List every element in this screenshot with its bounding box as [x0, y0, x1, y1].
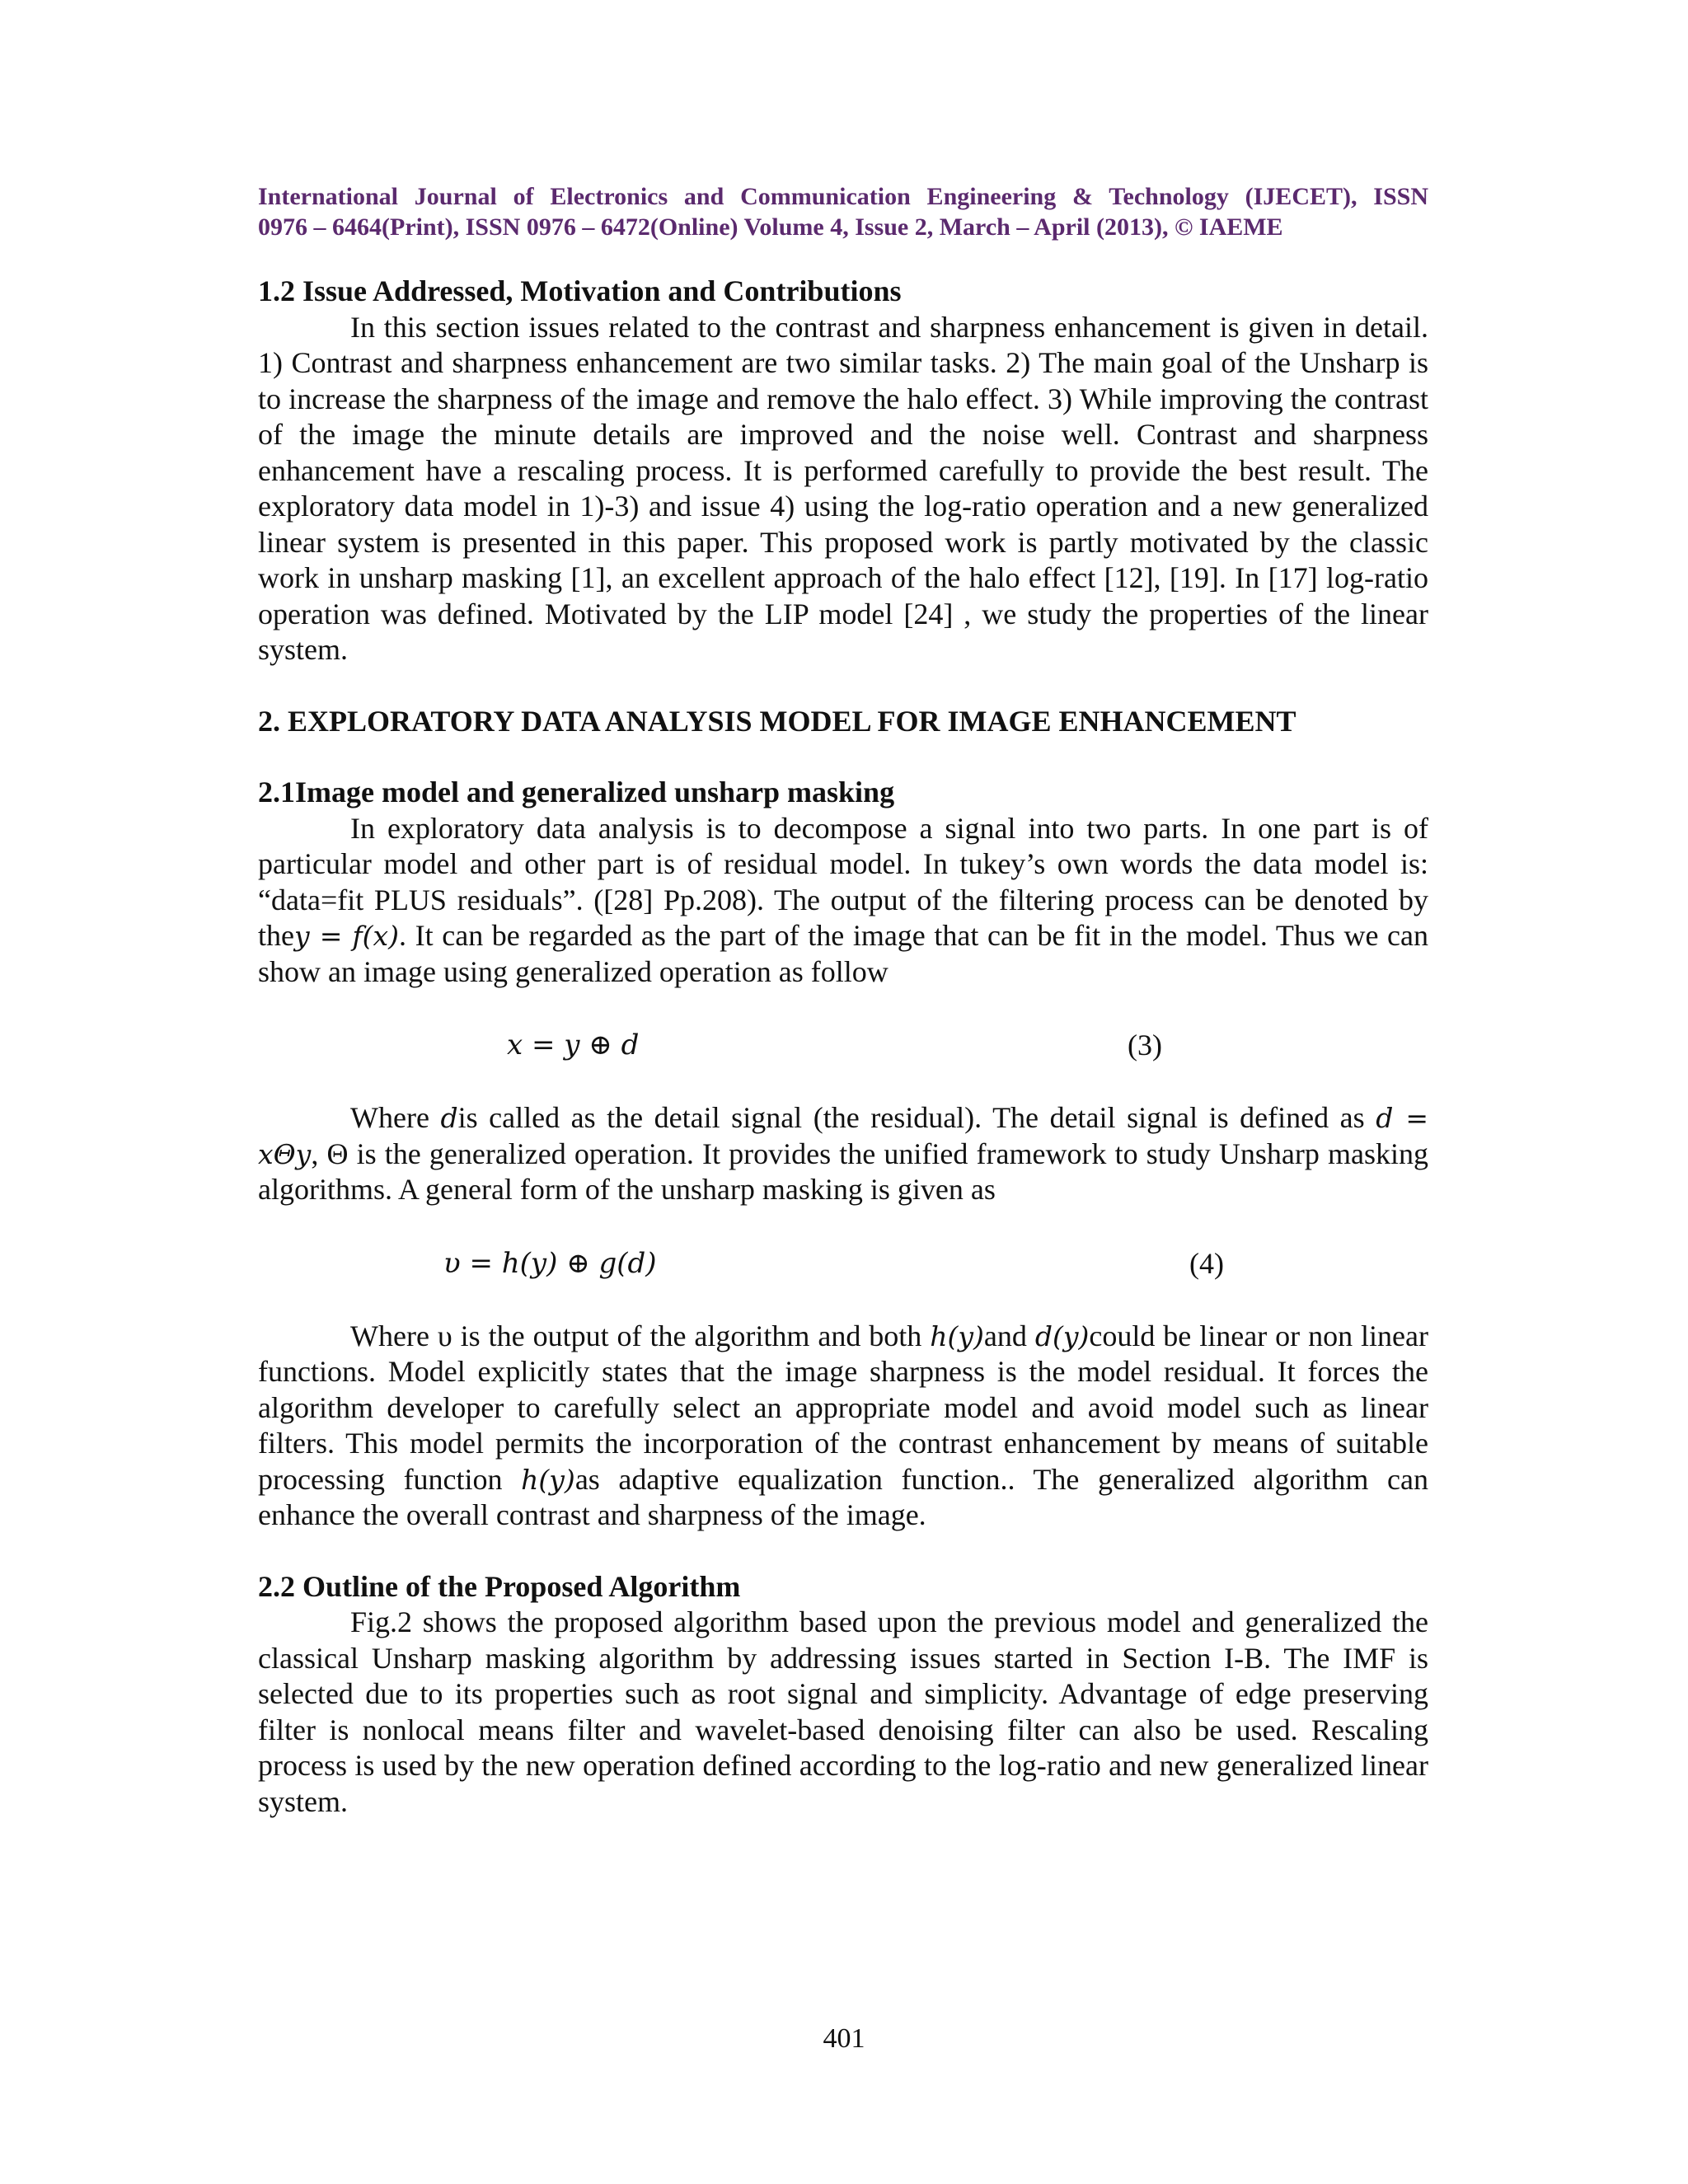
section-2-1-paragraph-2 [258, 1100, 1428, 1208]
text-run: Where υ is the output of the algorithm and both [350, 1319, 931, 1352]
spacer [258, 739, 1428, 775]
spacer [258, 1208, 1428, 1244]
spacer [258, 990, 1428, 1026]
inline-math: y = f(x) [293, 920, 400, 952]
inline-math: h(y) [521, 1463, 575, 1496]
spacer [258, 1534, 1428, 1569]
text-run: as adaptive equalization function.. The generalized algorithm can enhance the overall contrast and sharpness of the image. [258, 1462, 1428, 1531]
text-run: and [983, 1319, 1035, 1352]
journal-header-line-1: International Journal of Electronics and Communication Engineering & Technology (IJECET), ISSN [258, 183, 1428, 210]
text-run: . It can be regarded as the part of the image that can be fit in the model. Thus we can show an image using generalized operation as follow [258, 919, 1428, 988]
section-2-2-paragraph: Fig.2 shows the proposed algorithm based upon the previous model and generalized the classical Unsharp masking algorithm by addressing issues started in Section I-B. The IMF is selected due to its properties such as root signal and simplicity. Advantage of edge preserving filter is nonlocal means filter and wavelet-based denoising filter can also be used. Rescaling process is used by the new operation defined according to the log-ratio and new generalized linear system. [258, 1605, 1428, 1818]
main-content [258, 274, 1428, 1820]
section-2-heading: 2. EXPLORATORY DATA ANALYSIS MODEL FOR IMAGE ENHANCEMENT [258, 704, 1296, 738]
text-run: , Θ is the generalized operation. It provides the unified framework to study Unsharp masking algorithms. A general form of the unsharp masking is given as [258, 1137, 1428, 1206]
section-1-2-paragraph: In this section issues related to the contrast and sharpness enhancement is given in detail. 1) Contrast and sharpness enhancement are two similar tasks. 2) The main goal of the Unsharp is to increase the sharpness of the image and remove the halo effect. 3) While improving the contrast of the image the minute details are improved and the noise well. Contrast and sharpness enhancement have a rescaling process. It is performed carefully to provide the best result. The exploratory data model in 1)-3) and issue 4) using the log-ratio operation and a new generalized linear system is presented in this paper. This proposed work is partly motivated by the classic work in unsharp masking [1], an excellent approach of the halo effect [12], [19]. In [17] log-ratio operation was defined. Motivated by the LIP model [24] , we study the properties of the linear system. [258, 310, 1428, 666]
inline-math: d = xΘy [258, 1102, 1428, 1170]
text-run: is called as the detail signal (the residual). The detail signal is defined as [457, 1101, 1376, 1134]
spacer [258, 668, 1428, 704]
section-2-2-heading: 2.2 Outline of the Proposed Algorithm [258, 1569, 741, 1603]
spacer [258, 1282, 1428, 1319]
equation-3-number: (3) [1128, 1029, 1162, 1062]
inline-math: d(y) [1034, 1319, 1090, 1352]
inline-math: h(y) [930, 1319, 984, 1352]
equation-3 [258, 1026, 1428, 1064]
text-run: Where [350, 1101, 441, 1134]
section-2-1-paragraph-1 [258, 811, 1428, 991]
inline-math: d [440, 1102, 458, 1134]
section-2-1-paragraph-3 [258, 1319, 1428, 1534]
page-number: 401 [823, 2023, 865, 2054]
running-header [258, 181, 1428, 242]
equation-4-expression: υ = h(y) ⊕ g(d) [443, 1246, 657, 1280]
equation-4-number: (4) [1189, 1246, 1224, 1280]
section-2-1-heading: 2.1Image model and generalized unsharp masking [258, 776, 895, 808]
journal-header-line-2: 0976 – 6464(Print), ISSN 0976 – 6472(Online) Volume 4, Issue 2, March – April (2013), © IAEME [258, 213, 1283, 241]
section-1-2-heading: 1.2 Issue Addressed, Motivation and Contributions [258, 274, 902, 307]
text-run: In exploratory data analysis is to decompose a signal into two parts. In one part is of particular model and other part is of residual model. In tukey’s own words the data model is: “data=fit PLUS residuals”. ([28] Pp.208). The output of the filtering process can be denoted by the [258, 811, 1428, 952]
spacer [258, 1064, 1428, 1100]
text-run: could be linear or non linear functions. Model explicitly states that the image sharpness is the model residual. It forces the algorithm developer to carefully select an appropriate model and avoid model such as linear filters. This model permits the incorporation of the contrast enhancement by means of suitable processing function [258, 1319, 1428, 1496]
equation-3-expression: x = y ⊕ d [507, 1029, 640, 1062]
equation-4 [258, 1244, 1428, 1282]
